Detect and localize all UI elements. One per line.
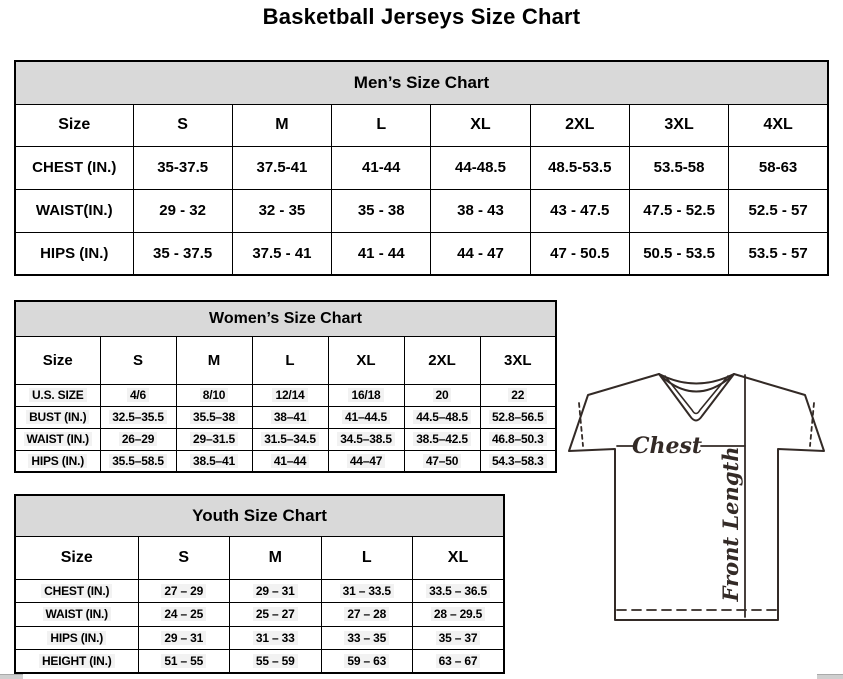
size-cell: 22 bbox=[480, 384, 556, 406]
size-cell: 27 – 29 bbox=[138, 579, 230, 603]
column-header: L bbox=[252, 336, 328, 384]
bottom-right-edge-fragment bbox=[817, 674, 843, 679]
size-cell: 63 – 67 bbox=[413, 650, 505, 674]
size-cell: 38 - 43 bbox=[431, 189, 530, 232]
size-cell: 29–31.5 bbox=[176, 428, 252, 450]
column-header: 3XL bbox=[480, 336, 556, 384]
row-label: HIPS (IN.) bbox=[15, 626, 138, 650]
table-row bbox=[15, 450, 556, 472]
youth-size-table bbox=[14, 494, 505, 674]
column-header: L bbox=[321, 536, 413, 579]
row-label: HEIGHT (IN.) bbox=[15, 650, 138, 674]
size-cell: 54.3–58.3 bbox=[480, 450, 556, 472]
table-row bbox=[15, 189, 828, 232]
size-cell: 47–50 bbox=[404, 450, 480, 472]
size-cell: 46.8–50.3 bbox=[480, 428, 556, 450]
table-row bbox=[15, 384, 556, 406]
table-row bbox=[15, 579, 504, 603]
size-cell: 52.5 - 57 bbox=[729, 189, 828, 232]
column-header: 3XL bbox=[629, 104, 728, 146]
size-cell: 38–41 bbox=[252, 406, 328, 428]
table-row bbox=[15, 650, 504, 674]
mens-header-row bbox=[15, 104, 828, 146]
size-cell: 50.5 - 53.5 bbox=[629, 232, 728, 275]
size-cell: 33.5 – 36.5 bbox=[413, 579, 505, 603]
size-cell: 35 – 37 bbox=[413, 626, 505, 650]
womens-table-title: Women’s Size Chart bbox=[15, 301, 556, 336]
womens-header-row bbox=[15, 336, 556, 384]
table-row bbox=[15, 428, 556, 450]
row-label: CHEST (IN.) bbox=[15, 579, 138, 603]
mens-table-title: Men’s Size Chart bbox=[15, 61, 828, 104]
column-header: 4XL bbox=[729, 104, 828, 146]
chest-label: Chest bbox=[631, 433, 703, 459]
column-header: M bbox=[176, 336, 252, 384]
size-cell: 8/10 bbox=[176, 384, 252, 406]
size-cell: 35.5–38 bbox=[176, 406, 252, 428]
column-header: XL bbox=[431, 104, 530, 146]
size-cell: 41 - 44 bbox=[332, 232, 431, 275]
jersey-measurement-diagram bbox=[555, 358, 843, 630]
column-header: Size bbox=[15, 536, 138, 579]
size-cell: 41–44 bbox=[252, 450, 328, 472]
row-label: HIPS (IN.) bbox=[15, 232, 133, 275]
size-cell: 47.5 - 52.5 bbox=[629, 189, 728, 232]
column-header: 2XL bbox=[404, 336, 480, 384]
table-row bbox=[15, 146, 828, 189]
size-cell: 38.5–41 bbox=[176, 450, 252, 472]
size-cell: 16/18 bbox=[328, 384, 404, 406]
column-header: Size bbox=[15, 104, 133, 146]
youth-header-row bbox=[15, 536, 504, 579]
size-cell: 35 - 38 bbox=[332, 189, 431, 232]
column-header: M bbox=[230, 536, 322, 579]
size-cell: 26–29 bbox=[100, 428, 176, 450]
youth-table-title: Youth Size Chart bbox=[15, 495, 504, 536]
table-row bbox=[15, 232, 828, 275]
size-cell: 38.5–42.5 bbox=[404, 428, 480, 450]
page-title: Basketball Jerseys Size Chart bbox=[262, 4, 581, 29]
size-cell: 29 – 31 bbox=[138, 626, 230, 650]
size-cell: 44–47 bbox=[328, 450, 404, 472]
size-cell: 52.8–56.5 bbox=[480, 406, 556, 428]
size-cell: 41-44 bbox=[332, 146, 431, 189]
row-label: BUST (IN.) bbox=[15, 406, 100, 428]
bottom-left-edge-fragment bbox=[0, 674, 23, 679]
size-cell: 32 - 35 bbox=[232, 189, 331, 232]
column-header: XL bbox=[328, 336, 404, 384]
size-cell: 25 – 27 bbox=[230, 603, 322, 627]
row-label: U.S. SIZE bbox=[15, 384, 100, 406]
table-row bbox=[15, 626, 504, 650]
column-header: XL bbox=[413, 536, 505, 579]
size-cell: 37.5-41 bbox=[232, 146, 331, 189]
row-label: WAIST(IN.) bbox=[15, 189, 133, 232]
size-cell: 35-37.5 bbox=[133, 146, 232, 189]
mens-size-table bbox=[14, 60, 829, 276]
size-cell: 32.5–35.5 bbox=[100, 406, 176, 428]
row-label: WAIST (IN.) bbox=[15, 603, 138, 627]
size-cell: 27 – 28 bbox=[321, 603, 413, 627]
row-label: WAIST (IN.) bbox=[15, 428, 100, 450]
size-cell: 37.5 - 41 bbox=[232, 232, 331, 275]
column-header: S bbox=[138, 536, 230, 579]
size-cell: 44 - 47 bbox=[431, 232, 530, 275]
womens-size-table bbox=[14, 300, 557, 473]
size-cell: 12/14 bbox=[252, 384, 328, 406]
size-cell: 31.5–34.5 bbox=[252, 428, 328, 450]
size-cell: 58-63 bbox=[729, 146, 828, 189]
size-cell: 35 - 37.5 bbox=[133, 232, 232, 275]
size-cell: 31 – 33 bbox=[230, 626, 322, 650]
size-cell: 29 – 31 bbox=[230, 579, 322, 603]
size-cell: 41–44.5 bbox=[328, 406, 404, 428]
size-cell: 29 - 32 bbox=[133, 189, 232, 232]
size-cell: 55 – 59 bbox=[230, 650, 322, 674]
size-cell: 44-48.5 bbox=[431, 146, 530, 189]
size-cell: 31 – 33.5 bbox=[321, 579, 413, 603]
size-cell: 59 – 63 bbox=[321, 650, 413, 674]
size-cell: 48.5-53.5 bbox=[530, 146, 629, 189]
size-cell: 47 - 50.5 bbox=[530, 232, 629, 275]
column-header: M bbox=[232, 104, 331, 146]
size-cell: 44.5–48.5 bbox=[404, 406, 480, 428]
column-header: Size bbox=[15, 336, 100, 384]
column-header: S bbox=[133, 104, 232, 146]
size-cell: 4/6 bbox=[100, 384, 176, 406]
row-label: HIPS (IN.) bbox=[15, 450, 100, 472]
size-cell: 28 – 29.5 bbox=[413, 603, 505, 627]
size-cell: 20 bbox=[404, 384, 480, 406]
jersey-outline bbox=[569, 374, 824, 620]
column-header: 2XL bbox=[530, 104, 629, 146]
size-cell: 34.5–38.5 bbox=[328, 428, 404, 450]
size-cell: 33 – 35 bbox=[321, 626, 413, 650]
size-cell: 51 – 55 bbox=[138, 650, 230, 674]
size-cell: 43 - 47.5 bbox=[530, 189, 629, 232]
table-row bbox=[15, 603, 504, 627]
column-header: L bbox=[332, 104, 431, 146]
size-cell: 53.5-58 bbox=[629, 146, 728, 189]
size-cell: 53.5 - 57 bbox=[729, 232, 828, 275]
column-header: S bbox=[100, 336, 176, 384]
size-cell: 24 – 25 bbox=[138, 603, 230, 627]
row-label: CHEST (IN.) bbox=[15, 146, 133, 189]
table-row bbox=[15, 406, 556, 428]
front-length-label: Front Length bbox=[718, 446, 743, 602]
size-cell: 35.5–58.5 bbox=[100, 450, 176, 472]
